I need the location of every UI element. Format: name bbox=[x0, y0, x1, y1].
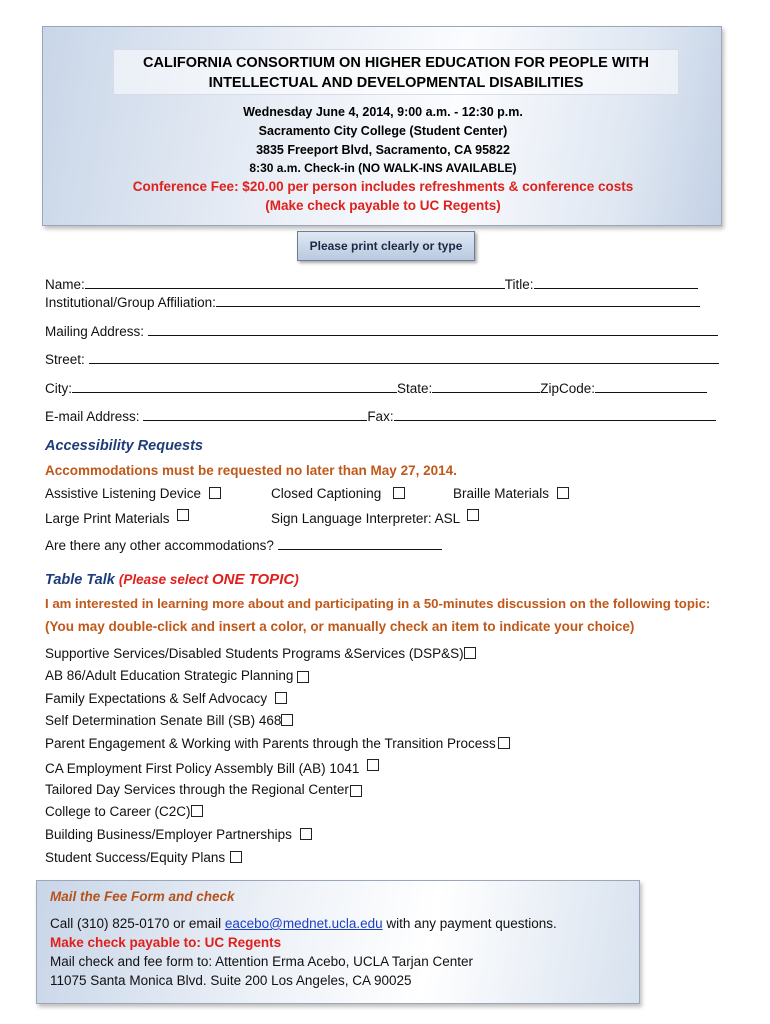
city-input[interactable] bbox=[72, 380, 397, 393]
street-input[interactable] bbox=[89, 351, 719, 364]
checkbox[interactable] bbox=[557, 487, 569, 499]
state-input[interactable] bbox=[432, 380, 540, 393]
city-row bbox=[45, 380, 707, 396]
mailing-label: Mailing Address: bbox=[45, 324, 145, 339]
conference-fee: Conference Fee: $20.00 per person includes refreshments & conference costs bbox=[132, 179, 634, 194]
topic-family-expectations: Family Expectations & Self Advocacy bbox=[45, 691, 287, 706]
mailing-input[interactable] bbox=[148, 323, 718, 336]
mailing-row bbox=[45, 323, 718, 339]
fax-input[interactable] bbox=[394, 408, 716, 421]
conference-title bbox=[113, 49, 679, 95]
zip-input[interactable] bbox=[595, 380, 707, 393]
checkbox[interactable] bbox=[281, 714, 293, 726]
accommodation-deadline: Accommodations must be requested no later than May 27, 2014. bbox=[45, 463, 457, 478]
fax-label: Fax: bbox=[367, 409, 394, 424]
header-box bbox=[42, 26, 722, 226]
mail-title: Mail the Fee Form and check bbox=[50, 889, 235, 904]
zip-label: ZipCode: bbox=[540, 381, 596, 396]
topic-tailored-day: Tailored Day Services through the Regional Center bbox=[45, 782, 362, 797]
topic-sb468: Self Determination Senate Bill (SB) 468 bbox=[45, 713, 293, 728]
table-talk-instructions: (You may double-click and insert a color, or manually check an item to indicate your choice) bbox=[45, 619, 635, 634]
option-assistive-listening: Assistive Listening Device bbox=[45, 486, 221, 501]
select-instruction: (Please select ONE TOPIC) bbox=[118, 571, 299, 588]
checkbox[interactable] bbox=[230, 851, 242, 863]
email-row bbox=[45, 408, 716, 424]
affiliation-label: Institutional/Group Affiliation: bbox=[45, 295, 216, 310]
payable-note: (Make check payable to UC Regents) bbox=[265, 198, 501, 213]
contact-email-link[interactable]: eacebo@mednet.ucla.edu bbox=[224, 916, 383, 931]
title-input[interactable] bbox=[534, 276, 698, 289]
name-label: Name: bbox=[45, 277, 85, 292]
email-label: E-mail Address: bbox=[45, 409, 140, 424]
table-talk-intro: I am interested in learning more about and participating in a 50-minutes discussion on the following topic: bbox=[45, 596, 711, 611]
topic-ab1041: CA Employment First Policy Assembly Bill (AB) 1041 bbox=[45, 759, 379, 776]
event-checkin: 8:30 a.m. Check-in (NO WALK-INS AVAILABLE) bbox=[249, 161, 517, 175]
option-braille: Braille Materials bbox=[453, 486, 569, 501]
state-label: State: bbox=[397, 381, 433, 396]
checkbox[interactable] bbox=[350, 785, 362, 797]
affiliation-row bbox=[45, 294, 700, 310]
accessibility-title: Accessibility Requests bbox=[45, 438, 203, 454]
mail-to: Mail check and fee form to: Attention Erma Acebo, UCLA Tarjan Center bbox=[50, 954, 473, 969]
event-date: Wednesday June 4, 2014, 9:00 a.m. - 12:30 p.m. bbox=[243, 105, 523, 119]
topic-ab86: AB 86/Adult Education Strategic Planning bbox=[45, 668, 309, 683]
email-input[interactable] bbox=[143, 408, 367, 421]
other-accommodations-label: Are there any other accommodations? bbox=[45, 538, 274, 553]
mail-info-box bbox=[36, 880, 640, 1004]
name-input[interactable] bbox=[85, 276, 505, 289]
topic-student-success: Student Success/Equity Plans bbox=[45, 850, 242, 865]
checkbox[interactable] bbox=[464, 647, 476, 659]
checkbox[interactable] bbox=[177, 509, 189, 521]
other-accommodations-row bbox=[45, 537, 442, 553]
checkbox[interactable] bbox=[393, 487, 405, 499]
mail-address: 11075 Santa Monica Blvd. Suite 200 Los Angeles, CA 90025 bbox=[50, 973, 412, 988]
option-large-print: Large Print Materials bbox=[45, 509, 189, 526]
topic-c2c: College to Career (C2C) bbox=[45, 804, 203, 819]
table-talk-title: Table Talk (Please select ONE TOPIC) bbox=[45, 571, 299, 588]
checkbox[interactable] bbox=[275, 692, 287, 704]
mail-payable: Make check payable to: UC Regents bbox=[50, 935, 282, 950]
title-line-1: CALIFORNIA CONSORTIUM ON HIGHER EDUCATION FOR PEOPLE WITH bbox=[143, 55, 649, 71]
name-row bbox=[45, 276, 698, 292]
city-label: City: bbox=[45, 381, 72, 396]
payment-questions: Call (310) 825-0170 or email eacebo@mednet.ucla.edu with any payment questions. bbox=[50, 916, 557, 931]
option-sign-language: Sign Language Interpreter: ASL bbox=[271, 509, 479, 526]
checkbox[interactable] bbox=[191, 805, 203, 817]
checkbox[interactable] bbox=[367, 759, 379, 771]
title-label: Title: bbox=[504, 277, 534, 292]
checkbox[interactable] bbox=[300, 828, 312, 840]
checkbox[interactable] bbox=[209, 487, 221, 499]
print-clearly-label: Please print clearly or type bbox=[297, 231, 475, 261]
event-address: 3835 Freeport Blvd, Sacramento, CA 95822 bbox=[256, 143, 510, 157]
affiliation-input[interactable] bbox=[216, 294, 700, 307]
street-row bbox=[45, 351, 719, 367]
option-closed-captioning: Closed Captioning bbox=[271, 486, 405, 501]
one-topic-emphasis: ONE TOPIC bbox=[211, 571, 295, 588]
topic-business-partnerships: Building Business/Employer Partnerships bbox=[45, 827, 312, 842]
title-line-2: INTELLECTUAL AND DEVELOPMENTAL DISABILITIES bbox=[208, 75, 584, 91]
topic-dsps: Supportive Services/Disabled Students Programs &Services (DSP&S) bbox=[45, 646, 476, 661]
checkbox[interactable] bbox=[467, 509, 479, 521]
checkbox[interactable] bbox=[498, 737, 510, 749]
checkbox[interactable] bbox=[297, 671, 309, 683]
topic-parent-engagement: Parent Engagement & Working with Parents through the Transition Process bbox=[45, 736, 510, 751]
event-venue: Sacramento City College (Student Center) bbox=[258, 124, 508, 138]
other-accommodations-input[interactable] bbox=[278, 537, 442, 550]
street-label: Street: bbox=[45, 352, 85, 367]
